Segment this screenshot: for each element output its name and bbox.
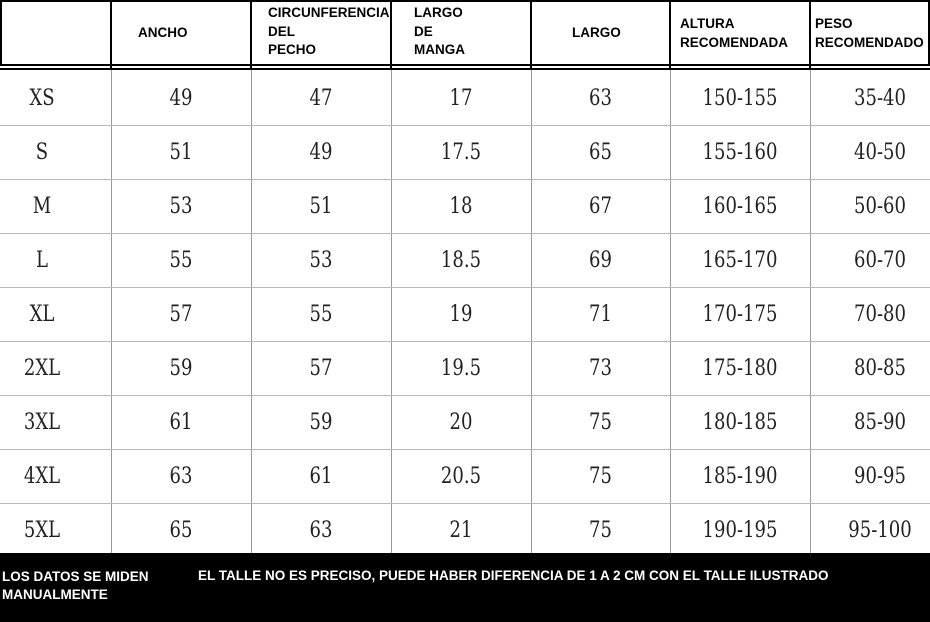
table-cell: 51 [169, 140, 193, 165]
table-cell: 65 [589, 140, 612, 165]
table-cell: 170-175 [702, 302, 778, 327]
table-cell: 51 [309, 194, 333, 219]
table-cell: 65 [169, 518, 193, 543]
table-cell: 60-70 [853, 248, 906, 273]
header-altura: ALTURA RECOMENDADA [680, 16, 788, 50]
table-cell: 59 [309, 410, 333, 435]
column-divider [530, 0, 532, 70]
table-cell: 160-165 [702, 194, 778, 219]
size-label: XS [29, 86, 55, 111]
table-cell: 95-100 [848, 518, 912, 543]
table-cell: 155-160 [702, 140, 778, 165]
table-cell: 61 [169, 410, 193, 435]
table-row [0, 342, 930, 396]
size-label: XL [29, 302, 55, 327]
table-cell: 18 [449, 194, 473, 219]
table-cell: 90-95 [853, 464, 906, 489]
header-peso: PESO RECOMENDADO [815, 16, 924, 50]
column-divider [250, 0, 252, 70]
size-label: S [35, 140, 49, 165]
table-row [0, 450, 930, 504]
header-largo-manga: LARGO DE MANGA [414, 5, 465, 57]
table-cell: 175-180 [702, 356, 778, 381]
table-cell: 19.5 [440, 356, 482, 381]
column-divider [390, 0, 392, 70]
header-largo: LARGO [572, 25, 621, 40]
table-cell: 63 [589, 86, 612, 111]
header-circunferencia: CIRCUNFERENCIA DEL PECHO [268, 5, 390, 57]
table-cell: 75 [589, 410, 612, 435]
table-cell: 19 [449, 302, 473, 327]
table-cell: 70-80 [853, 302, 906, 327]
table-cell: 63 [309, 518, 333, 543]
table-cell: 17.5 [440, 140, 482, 165]
table-row [0, 234, 930, 288]
table-cell: 180-185 [702, 410, 778, 435]
table-cell: 85-90 [853, 410, 906, 435]
table-cell: 49 [309, 140, 333, 165]
column-divider [809, 0, 811, 70]
table-cell: 53 [309, 248, 333, 273]
table-row [0, 504, 930, 558]
table-cell: 185-190 [702, 464, 778, 489]
table-row [0, 396, 930, 450]
footer-notes [0, 553, 930, 622]
column-divider [669, 0, 671, 70]
table-cell: 57 [169, 302, 193, 327]
table-cell: 165-170 [702, 248, 778, 273]
table-cell: 57 [309, 356, 333, 381]
table-cell: 18.5 [440, 248, 482, 273]
table-cell: 71 [589, 302, 612, 327]
table-cell: 50-60 [853, 194, 906, 219]
table-cell: 61 [309, 464, 333, 489]
table-cell: 63 [169, 464, 193, 489]
table-cell: 17 [449, 86, 473, 111]
size-label: 3XL [23, 410, 61, 435]
column-divider [110, 0, 112, 70]
table-row [0, 180, 930, 234]
table-cell: 35-40 [853, 86, 906, 111]
table-row [0, 72, 930, 126]
table-cell: 55 [169, 248, 193, 273]
footer-note-left: LOS DATOS SE MIDEN MANUALMENTE [2, 569, 149, 602]
table-cell: 80-85 [853, 356, 906, 381]
table-cell: 20 [449, 410, 473, 435]
table-cell: 47 [309, 86, 333, 111]
table-row [0, 288, 930, 342]
table-cell: 67 [589, 194, 612, 219]
size-table-header [0, 0, 930, 70]
table-row [0, 126, 930, 180]
table-cell: 75 [589, 464, 612, 489]
header-ancho: ANCHO [138, 25, 188, 40]
table-cell: 20.5 [440, 464, 482, 489]
size-label: 5XL [23, 518, 61, 543]
table-cell: 59 [169, 356, 193, 381]
size-label: 2XL [23, 356, 61, 381]
size-label: L [36, 248, 48, 273]
table-cell: 49 [169, 86, 193, 111]
table-cell: 53 [169, 194, 193, 219]
table-cell: 55 [309, 302, 333, 327]
footer-note-right: EL TALLE NO ES PRECISO, PUEDE HABER DIFERENCIA DE 1 A 2 CM CON EL TALLE ILUSTRADO [198, 568, 829, 583]
table-cell: 69 [589, 248, 612, 273]
table-cell: 73 [589, 356, 612, 381]
size-label: 4XL [23, 464, 61, 489]
size-label: M [32, 194, 52, 219]
table-cell: 40-50 [853, 140, 906, 165]
table-cell: 21 [449, 518, 473, 543]
table-cell: 150-155 [702, 86, 778, 111]
table-cell: 75 [589, 518, 612, 543]
table-cell: 190-195 [702, 518, 778, 543]
